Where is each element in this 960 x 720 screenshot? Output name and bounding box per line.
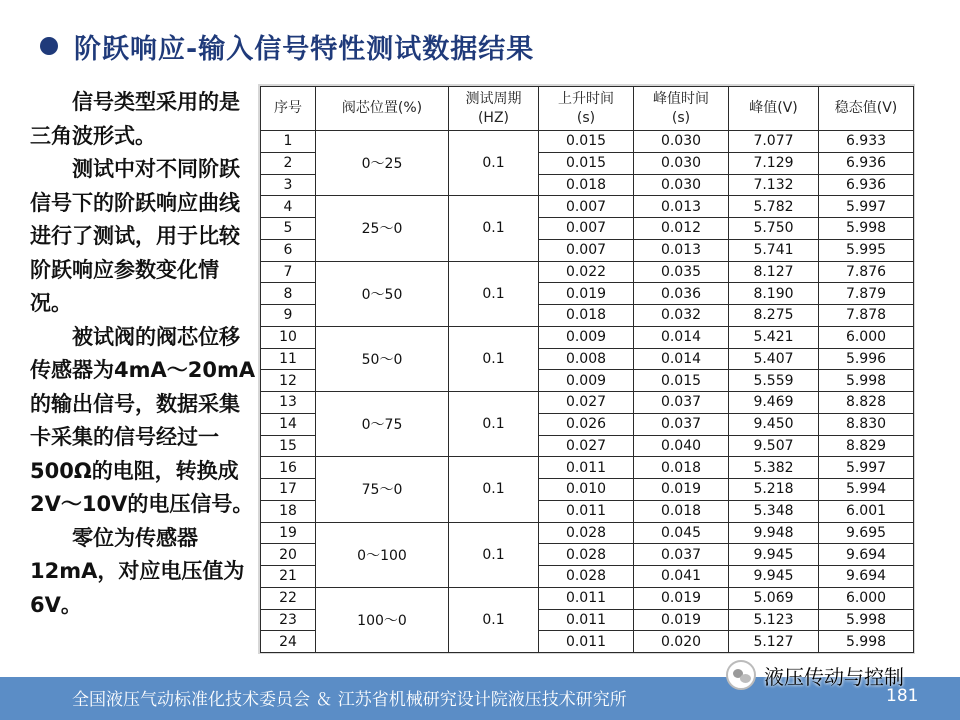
- table-row: [261, 196, 914, 218]
- cell-peak: 8.275: [729, 305, 819, 327]
- cell-peak-time: 0.020: [634, 631, 729, 653]
- description: [30, 86, 258, 622]
- cell-peak-time: 0.045: [634, 522, 729, 544]
- cell-index: 10: [261, 326, 316, 348]
- slide-title: 阶跃响应-输入信号特性测试数据结果: [74, 33, 535, 65]
- cell-peak-time: 0.040: [634, 435, 729, 457]
- cell-steady: 5.998: [819, 609, 914, 631]
- cell-peak: 5.123: [729, 609, 819, 631]
- cell-peak: 5.382: [729, 457, 819, 479]
- cell-peak-time: 0.018: [634, 457, 729, 479]
- cell-peak-time: 0.030: [634, 174, 729, 196]
- watermark-text: 液压传动与控制: [764, 664, 904, 689]
- cell-rise-time: 0.011: [539, 587, 634, 609]
- cell-index: 24: [261, 631, 316, 653]
- cell-position: 75～0: [316, 457, 449, 522]
- cell-rise-time: 0.010: [539, 479, 634, 501]
- cell-index: 6: [261, 239, 316, 261]
- cell-index: 7: [261, 261, 316, 283]
- cell-steady: 6.936: [819, 174, 914, 196]
- cell-peak-time: 0.014: [634, 348, 729, 370]
- cell-steady: 7.879: [819, 283, 914, 305]
- cell-peak-time: 0.019: [634, 587, 729, 609]
- cell-peak: 9.507: [729, 435, 819, 457]
- cell-steady: 5.995: [819, 239, 914, 261]
- desc-paragraph: 被试阀的阀芯位移传感器为4mA～20mA的输出信号，数据采集卡采集的信号经过一500Ω的电阻，转换成2V～10V的电压信号。: [30, 324, 256, 516]
- cell-position: 0～100: [316, 522, 449, 587]
- cell-peak-time: 0.013: [634, 196, 729, 218]
- cell-peak: 9.450: [729, 413, 819, 435]
- wechat-icon: [726, 660, 756, 690]
- cell-position: 0～50: [316, 261, 449, 326]
- table-row: [261, 457, 914, 479]
- cell-period: 0.1: [449, 457, 539, 522]
- cell-peak: 9.945: [729, 566, 819, 588]
- footer-text: 全国液压气动标准化技术委员会 ＆ 江苏省机械研究设计院液压技术研究所: [72, 690, 627, 710]
- cell-steady: 5.997: [819, 196, 914, 218]
- header-index: 序号: [261, 87, 316, 131]
- cell-rise-time: 0.015: [539, 152, 634, 174]
- cell-index: 12: [261, 370, 316, 392]
- cell-rise-time: 0.007: [539, 196, 634, 218]
- cell-steady: 7.876: [819, 261, 914, 283]
- cell-peak: 5.218: [729, 479, 819, 501]
- table-header-row: [261, 87, 914, 131]
- cell-position: 100～0: [316, 587, 449, 652]
- cell-index: 4: [261, 196, 316, 218]
- cell-rise-time: 0.022: [539, 261, 634, 283]
- bullet-icon: [40, 37, 58, 55]
- cell-rise-time: 0.008: [539, 348, 634, 370]
- cell-index: 23: [261, 609, 316, 631]
- cell-peak: 5.069: [729, 587, 819, 609]
- cell-rise-time: 0.028: [539, 566, 634, 588]
- cell-index: 22: [261, 587, 316, 609]
- cell-steady: 7.878: [819, 305, 914, 327]
- cell-steady: 6.000: [819, 326, 914, 348]
- cell-rise-time: 0.026: [539, 413, 634, 435]
- watermark: [726, 660, 904, 690]
- cell-position: 25～0: [316, 196, 449, 261]
- cell-index: 15: [261, 435, 316, 457]
- cell-peak: 5.782: [729, 196, 819, 218]
- cell-index: 2: [261, 152, 316, 174]
- cell-rise-time: 0.011: [539, 457, 634, 479]
- cell-steady: 9.694: [819, 544, 914, 566]
- header-period: 测试周期 (HZ): [449, 87, 539, 131]
- cell-peak: 5.741: [729, 239, 819, 261]
- cell-peak-time: 0.019: [634, 479, 729, 501]
- cell-peak: 9.948: [729, 522, 819, 544]
- cell-index: 1: [261, 131, 316, 153]
- table-row: [261, 261, 914, 283]
- page-number: 181: [886, 686, 919, 706]
- table-row: [261, 131, 914, 153]
- cell-peak-time: 0.013: [634, 239, 729, 261]
- cell-peak: 7.129: [729, 152, 819, 174]
- cell-steady: 9.694: [819, 566, 914, 588]
- cell-position: 0～25: [316, 131, 449, 196]
- cell-rise-time: 0.027: [539, 435, 634, 457]
- table-row: [261, 392, 914, 414]
- cell-rise-time: 0.011: [539, 500, 634, 522]
- cell-index: 13: [261, 392, 316, 414]
- cell-peak-time: 0.030: [634, 131, 729, 153]
- cell-steady: 5.994: [819, 479, 914, 501]
- cell-index: 20: [261, 544, 316, 566]
- cell-index: 17: [261, 479, 316, 501]
- header-position: 阀芯位置(%): [316, 87, 449, 131]
- cell-peak: 5.559: [729, 370, 819, 392]
- cell-index: 5: [261, 218, 316, 240]
- data-table: [260, 86, 914, 653]
- cell-peak-time: 0.014: [634, 326, 729, 348]
- cell-rise-time: 0.028: [539, 522, 634, 544]
- cell-rise-time: 0.015: [539, 131, 634, 153]
- cell-peak-time: 0.037: [634, 413, 729, 435]
- cell-index: 8: [261, 283, 316, 305]
- cell-steady: 6.936: [819, 152, 914, 174]
- cell-steady: 9.695: [819, 522, 914, 544]
- cell-index: 18: [261, 500, 316, 522]
- cell-index: 11: [261, 348, 316, 370]
- cell-rise-time: 0.019: [539, 283, 634, 305]
- cell-peak-time: 0.037: [634, 544, 729, 566]
- cell-position: 50～0: [316, 326, 449, 391]
- desc-paragraph: 零位为传感器12mA，对应电压值为6V。: [30, 525, 245, 617]
- cell-period: 0.1: [449, 196, 539, 261]
- cell-period: 0.1: [449, 587, 539, 652]
- cell-rise-time: 0.009: [539, 370, 634, 392]
- cell-peak-time: 0.037: [634, 392, 729, 414]
- cell-period: 0.1: [449, 131, 539, 196]
- cell-steady: 8.830: [819, 413, 914, 435]
- cell-period: 0.1: [449, 522, 539, 587]
- table-row: [261, 326, 914, 348]
- cell-peak: 5.127: [729, 631, 819, 653]
- cell-peak-time: 0.036: [634, 283, 729, 305]
- header-peak: 峰值(V): [729, 87, 819, 131]
- cell-index: 9: [261, 305, 316, 327]
- cell-steady: 6.001: [819, 500, 914, 522]
- cell-peak: 5.421: [729, 326, 819, 348]
- cell-rise-time: 0.018: [539, 174, 634, 196]
- title-row: [40, 26, 534, 66]
- cell-rise-time: 0.028: [539, 544, 634, 566]
- cell-rise-time: 0.011: [539, 609, 634, 631]
- cell-steady: 6.933: [819, 131, 914, 153]
- cell-rise-time: 0.011: [539, 631, 634, 653]
- cell-peak-time: 0.032: [634, 305, 729, 327]
- cell-index: 14: [261, 413, 316, 435]
- cell-steady: 6.000: [819, 587, 914, 609]
- cell-rise-time: 0.027: [539, 392, 634, 414]
- cell-rise-time: 0.007: [539, 239, 634, 261]
- cell-peak: 9.945: [729, 544, 819, 566]
- cell-steady: 5.997: [819, 457, 914, 479]
- cell-peak-time: 0.041: [634, 566, 729, 588]
- cell-peak: 7.077: [729, 131, 819, 153]
- cell-period: 0.1: [449, 326, 539, 391]
- cell-index: 3: [261, 174, 316, 196]
- cell-index: 16: [261, 457, 316, 479]
- cell-steady: 5.998: [819, 631, 914, 653]
- cell-peak-time: 0.035: [634, 261, 729, 283]
- cell-peak: 8.127: [729, 261, 819, 283]
- cell-steady: 5.996: [819, 348, 914, 370]
- data-table-frame: [258, 84, 915, 654]
- cell-peak: 7.132: [729, 174, 819, 196]
- cell-peak-time: 0.015: [634, 370, 729, 392]
- cell-index: 21: [261, 566, 316, 588]
- cell-steady: 8.828: [819, 392, 914, 414]
- cell-peak: 5.750: [729, 218, 819, 240]
- cell-position: 0～75: [316, 392, 449, 457]
- cell-steady: 5.998: [819, 370, 914, 392]
- table-row: [261, 522, 914, 544]
- cell-period: 0.1: [449, 261, 539, 326]
- cell-period: 0.1: [449, 392, 539, 457]
- cell-rise-time: 0.009: [539, 326, 634, 348]
- desc-paragraph: 信号类型采用的是三角波形式。: [30, 90, 240, 148]
- cell-peak-time: 0.012: [634, 218, 729, 240]
- cell-peak: 5.348: [729, 500, 819, 522]
- cell-rise-time: 0.018: [539, 305, 634, 327]
- cell-peak: 8.190: [729, 283, 819, 305]
- cell-peak-time: 0.030: [634, 152, 729, 174]
- cell-peak: 5.407: [729, 348, 819, 370]
- desc-paragraph: 测试中对不同阶跃信号下的阶跃响应曲线进行了测试，用于比较阶跃响应参数变化情况。: [30, 157, 240, 315]
- cell-peak-time: 0.018: [634, 500, 729, 522]
- cell-steady: 5.998: [819, 218, 914, 240]
- cell-peak-time: 0.019: [634, 609, 729, 631]
- header-rise-time: 上升时间 (s): [539, 87, 634, 131]
- cell-peak: 9.469: [729, 392, 819, 414]
- table-body: [261, 131, 914, 653]
- table-row: [261, 587, 914, 609]
- header-peak-time: 峰值时间 (s): [634, 87, 729, 131]
- header-steady: 稳态值(V): [819, 87, 914, 131]
- cell-rise-time: 0.007: [539, 218, 634, 240]
- cell-index: 19: [261, 522, 316, 544]
- cell-steady: 8.829: [819, 435, 914, 457]
